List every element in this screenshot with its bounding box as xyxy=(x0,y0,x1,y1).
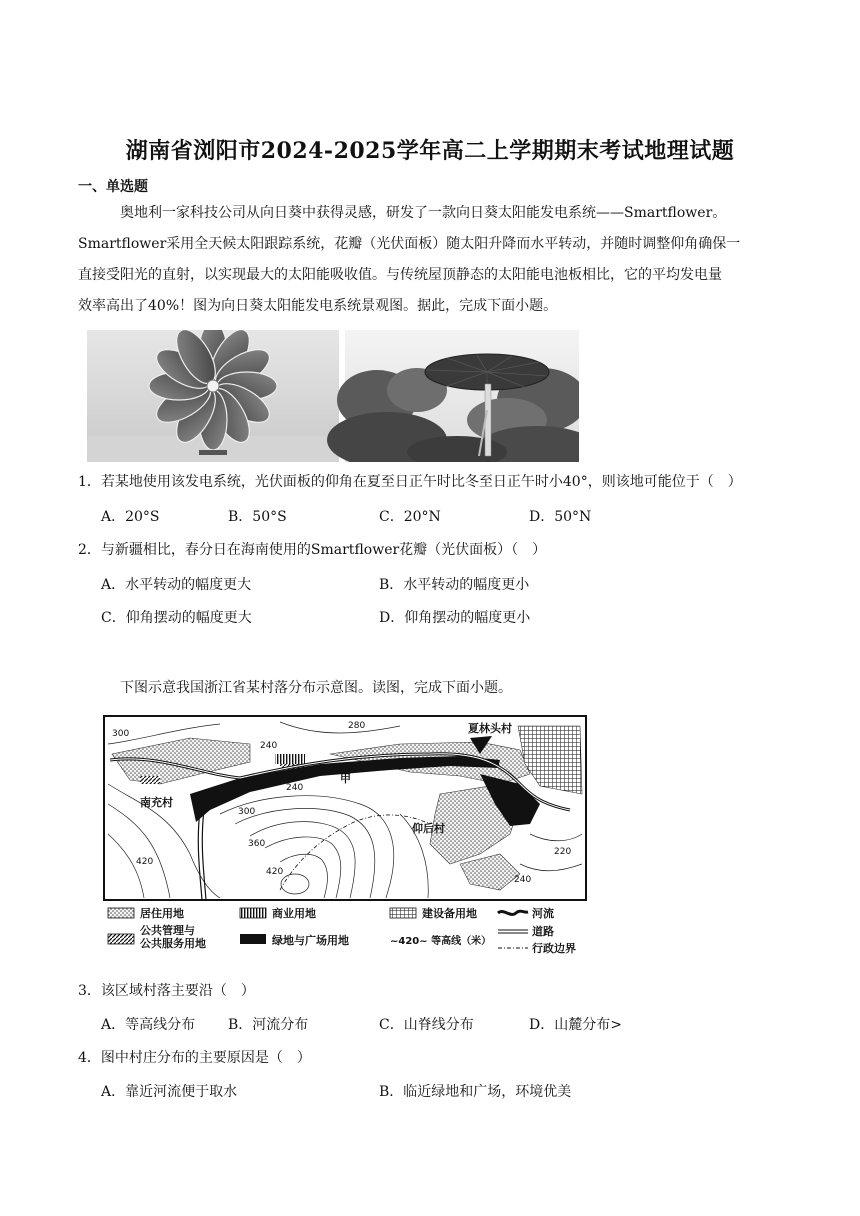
legend-contour: ~420~ 等高线（米） xyxy=(390,936,492,947)
intro-paragraph-2: 下图示意我国浙江省某村落分布示意图。读图，完成下面小题。 xyxy=(120,680,512,696)
legend-residential: 居住用地 xyxy=(140,907,184,920)
contour-label: 240 xyxy=(286,783,304,793)
intro1-line: Smartflower采用全天候太阳跟踪系统，花瓣（光伏面板）随太阳升降而水平转动，并随时调整仰角确保一 xyxy=(78,236,741,252)
contour-label: 360 xyxy=(248,839,266,849)
place-label-jia: 甲 xyxy=(340,772,351,785)
intro1-line: 直接受阳光的直射，以实现最大的太阳能吸收值。与传统屋顶静态的太阳能电池板相比，它的平均发电量 xyxy=(78,267,722,283)
contour-label: 240 xyxy=(260,741,278,751)
legend-river: 河流 xyxy=(532,907,554,920)
studio-photo xyxy=(87,330,339,462)
intro1-line: 效率高出了40%！图为向日葵太阳能发电系统景观图。据此，完成下面小题。 xyxy=(78,298,558,314)
legend-public-service-line1: 公共管理与 xyxy=(140,924,195,937)
place-label-nanchong: 南充村 xyxy=(140,796,173,809)
page-title: 湖南省浏阳市2024-2025学年高二上学期期末考试地理试题 xyxy=(125,138,735,164)
contour-label: 280 xyxy=(348,721,366,731)
section-heading: 一、单选题 xyxy=(78,179,148,195)
q3-option-c[interactable]: C．山脊线分布 xyxy=(379,1017,474,1033)
q4-option-b[interactable]: B．临近绿地和广场，环境优美 xyxy=(379,1084,572,1100)
legend-construction-reserve: 建设备用地 xyxy=(422,907,477,920)
intro1-line: 奥地利一家科技公司从向日葵中获得灵感，研发了一款向日葵太阳能发电系统——Smartflower。 xyxy=(120,205,727,221)
village-map xyxy=(100,714,590,964)
map-legend xyxy=(108,906,576,955)
q2-option-d[interactable]: D．仰角摆动的幅度更小 xyxy=(379,610,531,626)
q2-option-a[interactable]: A．水平转动的幅度更大 xyxy=(101,577,252,593)
smartflower-photo-pair xyxy=(87,330,579,462)
legend-commercial: 商业用地 xyxy=(272,907,316,920)
place-label-yanghou: 仰后村 xyxy=(412,822,445,835)
intro-paragraph-1 xyxy=(78,198,784,322)
legend-public-service-line2: 公共服务用地 xyxy=(140,937,206,950)
q3-option-a[interactable]: A．等高线分布 xyxy=(101,1017,196,1033)
contour-label: 300 xyxy=(112,729,130,739)
q4-option-a[interactable]: A．靠近河流便于取水 xyxy=(101,1084,238,1100)
contour-label: 300 xyxy=(238,807,256,817)
q1-option-d[interactable]: D．50°N xyxy=(529,509,592,525)
contour-label: 240 xyxy=(514,875,532,885)
q2-option-c[interactable]: C．仰角摆动的幅度更大 xyxy=(101,610,252,626)
question-1-stem: 1．若某地使用该发电系统，光伏面板的仰角在夏至日正午时比冬至日正午时小40°，则该地可能位于（ ） xyxy=(78,474,742,490)
outdoor-photo xyxy=(327,330,579,462)
question-2-stem: 2．与新疆相比，春分日在海南使用的Smartflower花瓣（光伏面板）（ ） xyxy=(78,542,547,558)
q1-option-b[interactable]: B．50°S xyxy=(228,509,287,525)
question-3-stem: 3．该区域村落主要沿（ ） xyxy=(78,983,255,999)
place-label-xialintou: 夏林头村 xyxy=(468,722,512,735)
question-4-stem: 4．图中村庄分布的主要原因是（ ） xyxy=(78,1050,311,1066)
q1-option-a[interactable]: A．20°S xyxy=(101,509,160,525)
q3-option-d[interactable]: D．山麓分布> xyxy=(529,1017,622,1033)
legend-green-plaza: 绿地与广场用地 xyxy=(272,934,349,947)
legend-admin-boundary: 行政边界 xyxy=(532,942,576,955)
q1-option-c[interactable]: C．20°N xyxy=(379,509,441,525)
contour-label: 420 xyxy=(136,857,154,867)
q2-option-b[interactable]: B．水平转动的幅度更小 xyxy=(379,577,530,593)
smartflower-photos xyxy=(87,330,579,466)
contour-label: 420 xyxy=(266,867,284,877)
village-map-figure xyxy=(100,714,590,960)
contour-label: 220 xyxy=(554,847,572,857)
legend-road: 道路 xyxy=(532,925,554,938)
q3-option-b[interactable]: B．河流分布 xyxy=(228,1017,309,1033)
